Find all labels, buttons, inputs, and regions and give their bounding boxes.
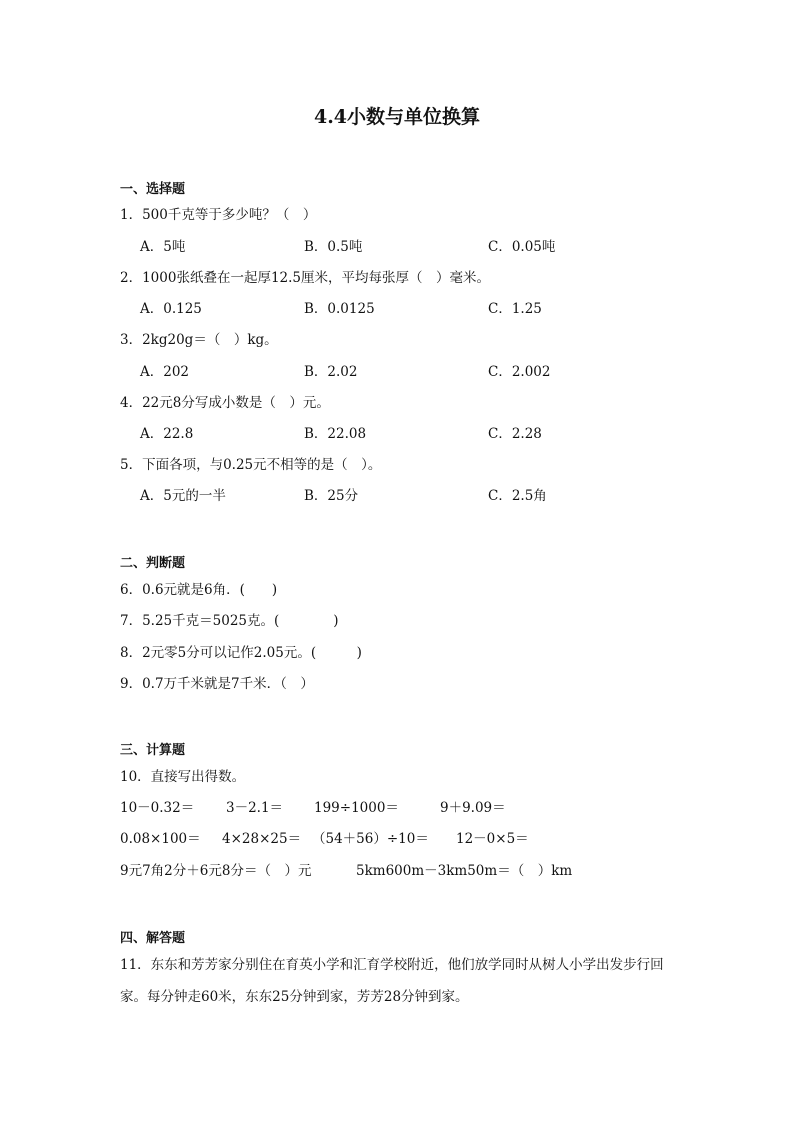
page-title: 4.4小数与单位换算	[313, 106, 481, 128]
calc-item: 0.08×100＝	[120, 831, 201, 847]
question-3: 3．2kg20g＝（ ）kg。	[120, 332, 278, 348]
q3-option-a: A．202	[140, 364, 190, 380]
q1-option-c: C．0.05吨	[488, 239, 556, 255]
answer-question-11-line-2: 家。每分钟走60米，东东25分钟到家，芳芳28分钟到家。	[120, 989, 469, 1005]
q4-option-b: B．22.08	[304, 426, 367, 442]
judge-item-6: 6．0.6元就是6角．( )	[120, 582, 278, 598]
calc-item: 4×28×25＝	[222, 831, 302, 847]
q2-option-a: A．0.125	[140, 301, 202, 317]
question-4: 4．22元8分写成小数是（ ）元。	[120, 395, 330, 411]
section-heading-choice: 一、选择题	[120, 182, 186, 197]
q5-option-a: A．5元的一半	[140, 488, 226, 504]
q1-option-b: B．0.5吨	[304, 239, 363, 255]
judge-item-7: 7．5.25千克＝5025克。( )	[120, 613, 339, 629]
calc-item: 5km600m－3km50m＝（ ）km	[356, 863, 573, 879]
calc-item: （54＋56）÷10＝	[312, 831, 429, 847]
q5-option-b: B．25分	[304, 488, 359, 504]
section-heading-judge: 二、判断题	[120, 556, 186, 571]
calc-item: 9＋9.09＝	[440, 800, 506, 816]
section-heading-calc: 三、计算题	[120, 743, 186, 758]
q4-option-c: C．2.28	[488, 426, 542, 442]
judge-item-9: 9．0.7万千米就是7千米．（ ）	[120, 676, 314, 692]
q4-option-a: A．22.8	[140, 426, 194, 442]
calc-item: 199÷1000＝	[314, 800, 399, 816]
calc-item: 3－2.1＝	[226, 800, 284, 816]
calc-prompt: 10．直接写出得数。	[120, 769, 246, 785]
q2-option-b: B．0.0125	[304, 301, 375, 317]
calc-item: 9元7角2分＋6元8分＝（ ）元	[120, 863, 312, 879]
q2-option-c: C．1.25	[488, 301, 542, 317]
section-heading-answer: 四、解答题	[120, 931, 186, 946]
q3-option-b: B．2.02	[304, 364, 358, 380]
answer-question-11-line-1: 11．东东和芳芳家分别住在育英小学和汇育学校附近，他们放学同时从树人小学出发步行回	[120, 957, 664, 973]
q1-option-a: A．5吨	[140, 239, 186, 255]
q3-option-c: C．2.002	[488, 364, 551, 380]
question-1: 1．500千克等于多少吨？（ ）	[120, 207, 317, 223]
judge-item-8: 8．2元零5分可以记作2.05元。( )	[120, 645, 362, 661]
q5-option-c: C．2.5角	[488, 488, 547, 504]
question-5: 5．下面各项，与0.25元不相等的是（ ）。	[120, 457, 382, 473]
calc-item: 12－0×5＝	[456, 831, 529, 847]
question-2: 2．1000张纸叠在一起厚12.5厘米，平均每张厚（ ）毫米。	[120, 270, 491, 286]
calc-item: 10－0.32＝	[120, 800, 195, 816]
